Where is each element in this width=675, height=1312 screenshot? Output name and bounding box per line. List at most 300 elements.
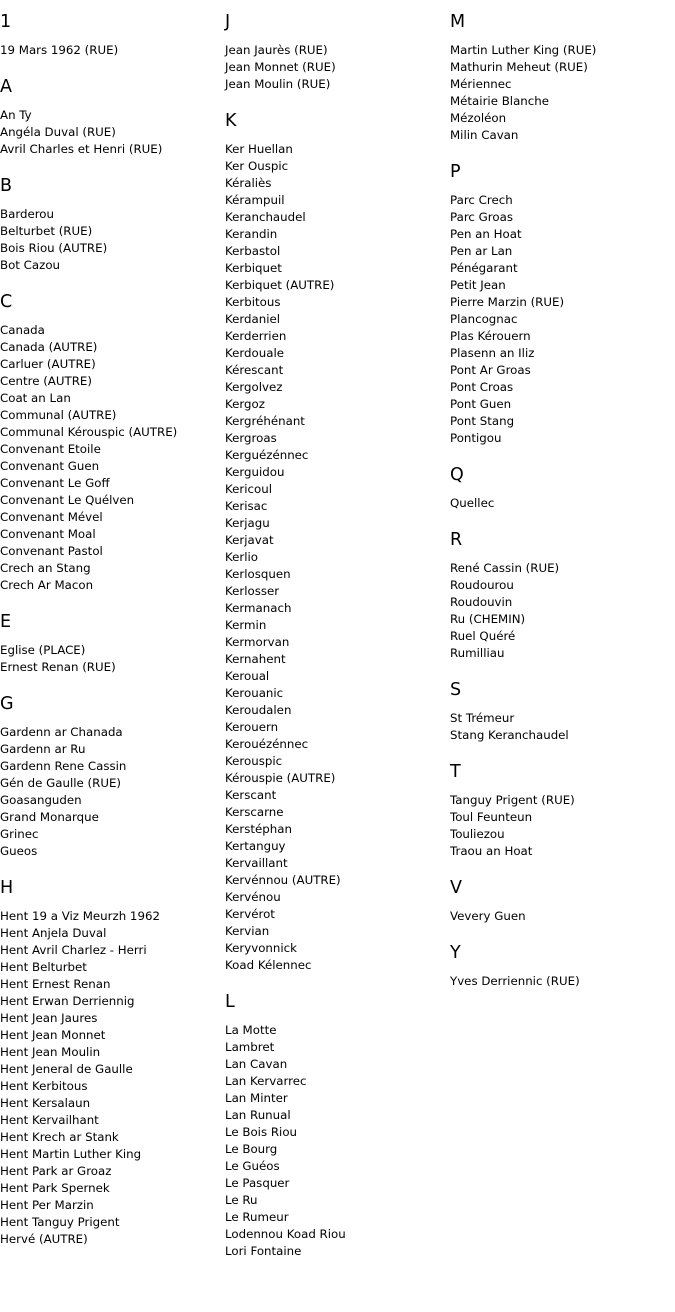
street-link[interactable]: Kerderrien: [225, 329, 287, 343]
street-link[interactable]: Hent Jeneral de Gaulle: [0, 1062, 133, 1076]
street-link[interactable]: Kerscarne: [225, 805, 284, 819]
street-list: [450, 560, 672, 662]
street-link[interactable]: Pontigou: [450, 431, 502, 445]
street-link[interactable]: Convenant Le Goff: [0, 476, 110, 490]
street-link[interactable]: Kergréhénant: [225, 414, 305, 428]
street-link[interactable]: Convenant Guen: [0, 459, 100, 473]
letter-heading: V: [450, 878, 462, 898]
street-link[interactable]: Kervérot: [225, 907, 275, 921]
list-item: [225, 192, 447, 209]
street-link[interactable]: Pen ar Lan: [450, 244, 513, 258]
letter-heading: Q: [450, 465, 464, 485]
list-item: [225, 1209, 447, 1226]
list-item: [0, 1146, 222, 1163]
street-link[interactable]: Plancognac: [450, 312, 518, 326]
list-item: [450, 277, 672, 294]
letter-heading: S: [450, 680, 462, 700]
street-link[interactable]: Petit Jean: [450, 278, 506, 292]
street-link[interactable]: La Motte: [225, 1023, 277, 1037]
list-item: [225, 1124, 447, 1141]
street-link[interactable]: Kerguidou: [225, 465, 285, 479]
street-link[interactable]: Ker Ouspic: [225, 159, 289, 173]
list-item: [225, 260, 447, 277]
street-list: [225, 141, 447, 974]
street-link[interactable]: Hent Erwan Derriennig: [0, 994, 135, 1008]
street-link[interactable]: Pénégarant: [450, 261, 518, 275]
letter-group-q: [450, 465, 672, 512]
street-link[interactable]: Le Ru: [225, 1193, 258, 1207]
street-link[interactable]: Barderou: [0, 207, 54, 221]
street-link[interactable]: Grand Monarque: [0, 810, 99, 824]
list-item: [0, 560, 222, 577]
street-link[interactable]: Belturbet (RUE): [0, 224, 93, 238]
list-item: [225, 821, 447, 838]
street-link[interactable]: Kerbiquet (AUTRE): [225, 278, 335, 292]
list-item: [0, 206, 222, 223]
street-link[interactable]: René Cassin (RUE): [450, 561, 560, 575]
list-item: [0, 356, 222, 373]
list-item: [0, 775, 222, 792]
letter-group-g: [0, 694, 222, 860]
street-link[interactable]: Kervian: [225, 924, 270, 938]
list-item: [225, 379, 447, 396]
list-item: [225, 311, 447, 328]
list-item: [225, 1039, 447, 1056]
list-item: [225, 855, 447, 872]
letter-group-j: [225, 12, 447, 93]
street-link[interactable]: Rumilliau: [450, 646, 505, 660]
street-link[interactable]: Convenant Moal: [0, 527, 96, 541]
street-link[interactable]: Goasanguden: [0, 793, 82, 807]
list-item: [0, 1214, 222, 1231]
street-link[interactable]: Hent Ernest Renan: [0, 977, 111, 991]
index-column-2: [225, 12, 447, 1278]
street-link[interactable]: Roudouvin: [450, 595, 513, 609]
street-link[interactable]: Quellec: [450, 496, 495, 510]
street-link[interactable]: Kerstéphan: [225, 822, 292, 836]
street-link[interactable]: Kéraliès: [225, 176, 272, 190]
street-link[interactable]: 19 Mars 1962 (RUE): [0, 43, 119, 57]
street-link[interactable]: Hent Park Spernek: [0, 1181, 110, 1195]
list-item: [0, 1231, 222, 1248]
list-item: [450, 710, 672, 727]
list-item: [0, 577, 222, 594]
street-link[interactable]: Kerouern: [225, 720, 279, 734]
street-link[interactable]: Hent Belturbet: [0, 960, 87, 974]
street-link[interactable]: Jean Jaurès (RUE): [225, 43, 328, 57]
letter-group-h: [0, 878, 222, 1248]
list-item: [450, 826, 672, 843]
street-link[interactable]: Eglise (PLACE): [0, 643, 86, 657]
list-item: [225, 1141, 447, 1158]
list-item: [0, 373, 222, 390]
street-link[interactable]: Pont Guen: [450, 397, 512, 411]
street-list: [450, 192, 672, 447]
street-link[interactable]: Touliezou: [450, 827, 505, 841]
street-link[interactable]: Hent Anjela Duval: [0, 926, 107, 940]
list-item: [225, 753, 447, 770]
street-link[interactable]: An Ty: [0, 108, 32, 122]
street-link[interactable]: Le Rumeur: [225, 1210, 289, 1224]
list-item: [450, 628, 672, 645]
street-link[interactable]: Hent Jean Monnet: [0, 1028, 106, 1042]
street-link[interactable]: Kervaillant: [225, 856, 288, 870]
street-list: [450, 42, 672, 144]
list-item: [0, 492, 222, 509]
street-list: [225, 42, 447, 93]
list-item: [225, 1090, 447, 1107]
street-link[interactable]: Ru (CHEMIN): [450, 612, 526, 626]
street-link[interactable]: Keryvonnick: [225, 941, 297, 955]
street-link[interactable]: Jean Moulin (RUE): [225, 77, 331, 91]
street-link[interactable]: Kermanach: [225, 601, 292, 615]
street-link[interactable]: Convenant Mével: [0, 510, 103, 524]
street-link[interactable]: Pen an Hoat: [450, 227, 522, 241]
letter-heading: L: [225, 992, 235, 1012]
street-link[interactable]: Lan Cavan: [225, 1057, 288, 1071]
list-item: [225, 430, 447, 447]
list-item: [225, 1226, 447, 1243]
list-item: [225, 175, 447, 192]
street-link[interactable]: Toul Feunteun: [450, 810, 533, 824]
list-item: [0, 741, 222, 758]
street-link[interactable]: Jean Monnet (RUE): [225, 60, 336, 74]
street-link[interactable]: Gén de Gaulle (RUE): [0, 776, 122, 790]
street-link[interactable]: Carluer (AUTRE): [0, 357, 96, 371]
list-item: [450, 495, 672, 512]
street-link[interactable]: Lambret: [225, 1040, 275, 1054]
letter-heading: G: [0, 694, 14, 714]
street-link[interactable]: Lan Runual: [225, 1108, 291, 1122]
street-link[interactable]: Kerscant: [225, 788, 277, 802]
street-link[interactable]: Hent Kerbitous: [0, 1079, 88, 1093]
street-link[interactable]: Grinec: [0, 827, 39, 841]
list-item: [225, 362, 447, 379]
list-item: [450, 379, 672, 396]
list-item: [450, 792, 672, 809]
list-item: [450, 127, 672, 144]
street-link[interactable]: Kerjavat: [225, 533, 274, 547]
street-link[interactable]: Kérescant: [225, 363, 284, 377]
street-link[interactable]: Kerguézénnec: [225, 448, 309, 462]
street-link[interactable]: Ernest Renan (RUE): [0, 660, 116, 674]
list-item: [225, 549, 447, 566]
list-item: [0, 1197, 222, 1214]
list-item: [450, 311, 672, 328]
street-link[interactable]: Hent Park ar Groaz: [0, 1164, 112, 1178]
street-link[interactable]: Yves Derriennic (RUE): [450, 974, 580, 988]
list-item: [225, 59, 447, 76]
letter-heading: B: [0, 176, 13, 196]
street-link[interactable]: Gardenn ar Chanada: [0, 725, 123, 739]
street-link[interactable]: Angéla Duval (RUE): [0, 125, 116, 139]
street-link[interactable]: Hent Tanguy Prigent: [0, 1215, 120, 1229]
letter-group-r: [450, 530, 672, 662]
list-item: [225, 294, 447, 311]
street-link[interactable]: Martin Luther King (RUE): [450, 43, 597, 57]
list-item: [225, 481, 447, 498]
street-link[interactable]: Kerdaniel: [225, 312, 281, 326]
street-link[interactable]: Kerbitous: [225, 295, 281, 309]
list-item: [450, 645, 672, 662]
street-link[interactable]: Parc Crech: [450, 193, 513, 207]
street-link[interactable]: Le Bourg: [225, 1142, 278, 1156]
list-item: [450, 260, 672, 277]
list-item: [225, 447, 447, 464]
street-link[interactable]: Crech an Stang: [0, 561, 91, 575]
letter-group-1: [0, 12, 222, 59]
list-item: [0, 1010, 222, 1027]
list-item: [0, 724, 222, 741]
street-link[interactable]: Kerlosquen: [225, 567, 291, 581]
street-list: [450, 495, 672, 512]
list-item: [0, 642, 222, 659]
street-link[interactable]: Communal Kérouspic (AUTRE): [0, 425, 178, 439]
list-item: [225, 685, 447, 702]
list-item: [450, 93, 672, 110]
street-link[interactable]: Hent 19 a Viz Meurzh 1962: [0, 909, 160, 923]
street-link[interactable]: Kericoul: [225, 482, 272, 496]
letter-group-t: [450, 762, 672, 860]
street-link[interactable]: Vevery Guen: [450, 909, 526, 923]
street-link[interactable]: Kergoz: [225, 397, 265, 411]
list-item: [450, 843, 672, 860]
list-item: [225, 141, 447, 158]
street-link[interactable]: Keranchaudel: [225, 210, 306, 224]
street-link[interactable]: Lori Fontaine: [225, 1244, 302, 1258]
street-list: [0, 206, 222, 274]
street-link[interactable]: Hent Jean Jaures: [0, 1011, 98, 1025]
list-item: [0, 1112, 222, 1129]
list-item: [450, 110, 672, 127]
letter-group-p: [450, 162, 672, 447]
street-link[interactable]: Le Pasquer: [225, 1176, 290, 1190]
street-link[interactable]: Roudourou: [450, 578, 514, 592]
list-item: [225, 226, 447, 243]
street-link[interactable]: Tanguy Prigent (RUE): [450, 793, 575, 807]
street-link[interactable]: Lan Kervarrec: [225, 1074, 307, 1088]
street-link[interactable]: Métairie Blanche: [450, 94, 550, 108]
street-link[interactable]: Kervénnou (AUTRE): [225, 873, 341, 887]
street-link[interactable]: Kergroas: [225, 431, 277, 445]
street-link[interactable]: Kerlosser: [225, 584, 280, 598]
list-item: [0, 1095, 222, 1112]
list-item: [450, 973, 672, 990]
street-link[interactable]: Ruel Quéré: [450, 629, 516, 643]
street-link[interactable]: Kervénou: [225, 890, 281, 904]
list-item: [225, 1107, 447, 1124]
street-link[interactable]: Pierre Marzin (RUE): [450, 295, 565, 309]
list-item: [225, 1022, 447, 1039]
street-link[interactable]: Pont Croas: [450, 380, 514, 394]
letter-group-b: [0, 176, 222, 274]
list-item: [225, 243, 447, 260]
street-link[interactable]: St Trémeur: [450, 711, 515, 725]
street-link[interactable]: Kernahent: [225, 652, 286, 666]
list-item: [0, 475, 222, 492]
street-link[interactable]: Kerisac: [225, 499, 268, 513]
street-link[interactable]: Kerouézénnec: [225, 737, 309, 751]
list-item: [225, 158, 447, 175]
street-link[interactable]: Centre (AUTRE): [0, 374, 92, 388]
street-link[interactable]: Hent Per Marzin: [0, 1198, 94, 1212]
street-link[interactable]: Plas Kérouern: [450, 329, 531, 343]
list-item: [450, 594, 672, 611]
list-item: [0, 223, 222, 240]
list-item: [0, 659, 222, 676]
letter-group-c: [0, 292, 222, 594]
street-link[interactable]: Kerandin: [225, 227, 278, 241]
street-link[interactable]: Mathurin Meheut (RUE): [450, 60, 588, 74]
street-link[interactable]: Keroual: [225, 669, 270, 683]
letter-heading: Y: [450, 943, 461, 963]
street-link[interactable]: Pont Stang: [450, 414, 515, 428]
letter-heading: R: [450, 530, 463, 550]
list-item: [225, 396, 447, 413]
street-list: [0, 642, 222, 676]
letter-heading: H: [0, 878, 14, 898]
street-link[interactable]: Pont Ar Groas: [450, 363, 531, 377]
street-link[interactable]: Kermin: [225, 618, 267, 632]
list-item: [450, 611, 672, 628]
street-link[interactable]: Hent Martin Luther King: [0, 1147, 142, 1161]
list-item: [0, 107, 222, 124]
list-item: [0, 925, 222, 942]
list-item: [0, 826, 222, 843]
list-item: [0, 843, 222, 860]
list-item: [450, 59, 672, 76]
street-link[interactable]: Parc Groas: [450, 210, 513, 224]
letter-heading: E: [0, 612, 12, 632]
list-item: [0, 424, 222, 441]
street-link[interactable]: Kergolvez: [225, 380, 283, 394]
street-link[interactable]: Stang Keranchaudel: [450, 728, 569, 742]
letter-group-k: [225, 111, 447, 974]
list-item: [450, 908, 672, 925]
street-link[interactable]: Kerouspic: [225, 754, 283, 768]
list-item: [225, 906, 447, 923]
street-link[interactable]: Kerdouale: [225, 346, 284, 360]
street-link[interactable]: Kérouspie (AUTRE): [225, 771, 336, 785]
street-link[interactable]: Kérampuil: [225, 193, 285, 207]
list-item: [0, 543, 222, 560]
street-link[interactable]: Canada (AUTRE): [0, 340, 98, 354]
letter-group-m: [450, 12, 672, 144]
street-list: [0, 107, 222, 158]
street-link[interactable]: Convenant Pastol: [0, 544, 103, 558]
street-link[interactable]: Kertanguy: [225, 839, 286, 853]
list-item: [225, 634, 447, 651]
list-item: [225, 787, 447, 804]
street-link[interactable]: Lan Minter: [225, 1091, 288, 1105]
list-item: [0, 509, 222, 526]
list-item: [225, 702, 447, 719]
street-link[interactable]: Traou an Hoat: [450, 844, 533, 858]
letter-group-y: [450, 943, 672, 990]
list-item: [450, 294, 672, 311]
street-link[interactable]: Gardenn Rene Cassin: [0, 759, 127, 773]
list-item: [450, 413, 672, 430]
street-link[interactable]: Le Guéos: [225, 1159, 280, 1173]
list-item: [0, 1027, 222, 1044]
street-link[interactable]: Hent Krech ar Stank: [0, 1130, 119, 1144]
list-item: [450, 345, 672, 362]
street-link[interactable]: Bois Riou (AUTRE): [0, 241, 108, 255]
street-link[interactable]: Le Bois Riou: [225, 1125, 298, 1139]
street-link[interactable]: Milin Cavan: [450, 128, 519, 142]
street-link[interactable]: Kerbastol: [225, 244, 281, 258]
list-item: [225, 770, 447, 787]
street-link[interactable]: Plasenn an Iliz: [450, 346, 535, 360]
street-link[interactable]: Avril Charles et Henri (RUE): [0, 142, 163, 156]
street-link[interactable]: Hent Kervailhant: [0, 1113, 99, 1127]
list-item: [0, 1180, 222, 1197]
list-item: [225, 532, 447, 549]
list-item: [225, 804, 447, 821]
street-list: [450, 792, 672, 860]
street-link[interactable]: Convenant Le Quélven: [0, 493, 135, 507]
list-item: [225, 719, 447, 736]
street-link[interactable]: Kerbiquet: [225, 261, 282, 275]
street-link[interactable]: Bot Cazou: [0, 258, 61, 272]
list-item: [225, 617, 447, 634]
list-item: [0, 959, 222, 976]
street-link[interactable]: Mériennec: [450, 77, 512, 91]
list-item: [450, 560, 672, 577]
street-link[interactable]: Convenant Etoile: [0, 442, 101, 456]
letter-heading: 1: [0, 12, 12, 32]
street-link[interactable]: Gueos: [0, 844, 38, 858]
street-link[interactable]: Gardenn ar Ru: [0, 742, 86, 756]
street-link[interactable]: Lodennou Koad Riou: [225, 1227, 346, 1241]
street-link[interactable]: Kermorvan: [225, 635, 290, 649]
list-item: [450, 430, 672, 447]
list-item: [0, 908, 222, 925]
street-link[interactable]: Crech Ar Macon: [0, 578, 94, 592]
street-link[interactable]: Koad Kélennec: [225, 958, 312, 972]
list-item: [0, 407, 222, 424]
street-link[interactable]: Coat an Lan: [0, 391, 71, 405]
street-link[interactable]: Communal (AUTRE): [0, 408, 117, 422]
street-link[interactable]: Kerjagu: [225, 516, 270, 530]
street-link[interactable]: Hent Kersalaun: [0, 1096, 91, 1110]
street-link[interactable]: Hervé (AUTRE): [0, 1232, 88, 1246]
list-item: [225, 838, 447, 855]
list-item: [225, 1056, 447, 1073]
street-link[interactable]: Mézoléon: [450, 111, 507, 125]
street-link[interactable]: Kerlio: [225, 550, 259, 564]
list-item: [0, 257, 222, 274]
street-link[interactable]: Hent Avril Charlez - Herri: [0, 943, 147, 957]
letter-group-v: [450, 878, 672, 925]
letter-group-l: [225, 992, 447, 1260]
street-link[interactable]: Hent Jean Moulin: [0, 1045, 101, 1059]
street-link[interactable]: Ker Huellan: [225, 142, 293, 156]
list-item: [0, 976, 222, 993]
street-link[interactable]: Kerouanic: [225, 686, 284, 700]
list-item: [225, 498, 447, 515]
list-item: [450, 577, 672, 594]
street-link[interactable]: Canada: [0, 323, 45, 337]
street-link[interactable]: Keroudalen: [225, 703, 292, 717]
list-item: [450, 328, 672, 345]
list-item: [225, 345, 447, 362]
letter-heading: J: [225, 12, 231, 32]
list-item: [225, 413, 447, 430]
list-item: [225, 583, 447, 600]
index-column-3: [450, 12, 672, 1008]
list-item: [0, 441, 222, 458]
